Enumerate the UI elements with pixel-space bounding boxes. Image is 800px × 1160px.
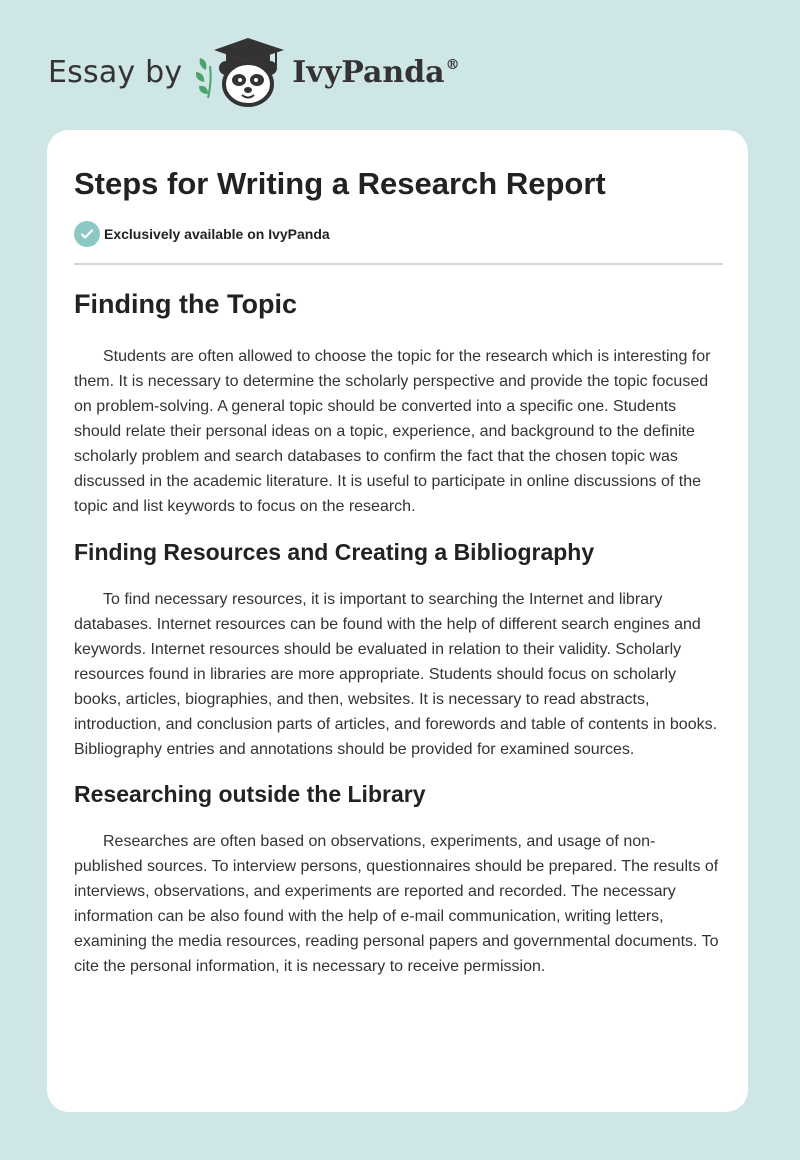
check-circle-icon [74, 221, 100, 247]
ivy-leaf-icon [196, 58, 211, 98]
essay-content [74, 160, 723, 979]
panda-graduate-icon [196, 36, 288, 108]
section-heading: Finding Resources and Creating a Bibliography [74, 539, 595, 565]
section-heading: Researching outside the Library [74, 781, 426, 807]
essay-by-label: Essay by [48, 54, 183, 90]
exclusive-badge-text: Exclusively available on IvyPanda [104, 226, 330, 242]
registered-mark: ® [445, 56, 460, 73]
essay-card [47, 130, 748, 1112]
brand-name[interactable]: IvyPanda® [292, 54, 460, 90]
section-paragraph: Researches are often based on observations, experiments, and usage of non-published sources. To interview persons, questionnaires should be prepared. The results of interviews, observations, and experiments are reported and recorded. The necessary information can be also found with the help of e-mail communication, writing letters, examining the media resources, reading personal papers and governmental documents. To cite the personal information, it is necessary to receive permission. [74, 833, 719, 975]
section-heading: Finding the Topic [74, 289, 297, 319]
exclusive-badge [74, 221, 723, 247]
site-header [48, 36, 460, 108]
section-paragraph: Students are often allowed to choose the topic for the research which is interesting for them. It is necessary to determine the scholarly perspective and provide the topic focused on problem-solving. A general topic should be converted into a specific one. Students should relate their personal ideas on a topic, experience, and background to the definite scholarly problem and search databases to confirm the fact that the chosen topic was discussed in the academic literature. It is useful to participate in online discussions of the topic and list keywords to focus on the research. [74, 348, 711, 515]
essay-title: Steps for Writing a Research Report [74, 166, 606, 201]
section-paragraph: To find necessary resources, it is important to searching the Internet and library databases. Internet resources can be found with the help of different search engines and keywords. Internet resources should be evaluated in relation to their validity. Scholarly resources found in libraries are more appropriate. Students should focus on scholarly books, articles, biographies, and then, websites. It is necessary to read abstracts, introduction, and conclusion parts of articles, and forewords and table of contents in books. Bibliography entries and annotations should be provided for examined sources. [74, 591, 718, 758]
divider [74, 263, 723, 265]
